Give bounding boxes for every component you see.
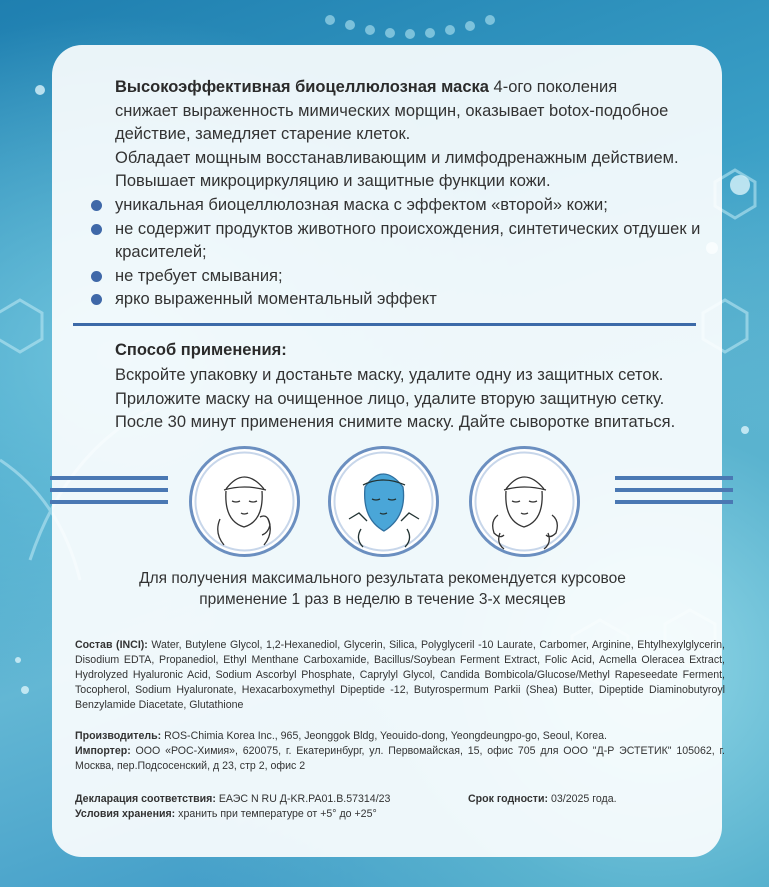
bullet-dot-icon: [91, 271, 102, 282]
list-item: не содержит продуктов животного происхождения, синтетических отдушек и красителей;: [88, 218, 708, 265]
list-item: уникальная биоцеллюлозная маска с эффектом «второй» кожи;: [88, 194, 708, 218]
composition-label: Состав (INCI):: [75, 639, 148, 651]
intro-line: Повышает микроциркуляцию и защитные функции кожи.: [115, 172, 551, 190]
method-text: Вскройте упаковку и достаньте маску, удалите одну из защитных сеток. Приложите маску на очищенное лицо, удалите вторую защитную сетку. После 30 минут применения снимите маску. Дайте сыворотке впитаться.: [115, 366, 676, 431]
list-item: ярко выраженный моментальный эффект: [88, 288, 708, 312]
section-divider: [73, 323, 696, 326]
composition-text: Water, Butylene Glycol, 1,2-Hexanediol, Glycerin, Silica, Polyglyceril -10 Laurate, Carbomer, Arginine, Ehtylhexylglycerin, Disodium EDTA, Propanediol, Ethyl Menthane Carboxamide, Bacillus/Soybean Ferment Extract, Folic Acid, Acmella Oleracea Extract, Hydrolyzed Hyaluronic Acid, Sodium Ascorbyl Phosphate, Caprylyl Glycol, Candida Bombicola/Glucose/Methyl Rapeseedate Ferment, Tocopherol, Sodium Hyaluronate, Hexacarboxymethyl Dipeptide -12, Butyrospermum Parkii (Shea) Butter, Dipeptide Diaminobutyroyl Benzylamide Diacetate, Glutathione: [75, 639, 725, 711]
intro-rest: 4-ого поколения: [493, 78, 618, 96]
benefits-list: [88, 194, 708, 312]
face-towel-icon: [188, 445, 301, 558]
bullet-dot-icon: [91, 200, 102, 211]
storage-conditions: Условия хранения: хранить при температуре от +5° до +25°: [75, 808, 377, 820]
producer-info: Производитель: ROS-Chimia Korea Inc., 965, Jeonggok Bldg, Yeouido-dong, Yeongdeungpo-go, Seoul, Korea. Импортер: ООО «РОС-Химия», 620075, г. Екатеринбург, ул. Первомайская, 15, офис 705 для ООО "Д-Р ЭСТЕТИК" 105062, г. Москва, пер.Подсосенский, д 23, стр 2, офис 2: [75, 730, 725, 772]
intro-line: действие, замедляет старение клеток.: [115, 125, 411, 143]
bullet-dot-icon: [91, 294, 102, 305]
intro-line: Обладает мощным восстанавливающим и лимфодренажным действием.: [115, 148, 679, 167]
right-stripes: [615, 476, 733, 512]
composition: [75, 638, 725, 713]
recommendation: Для получения максимального результата рекомендуется курсовое применение 1 раз в неделю в течение 3-х месяцев: [139, 570, 626, 608]
left-stripes: [50, 476, 168, 512]
method-title: Способ применения:: [115, 341, 287, 359]
intro-line: снижает выраженность мимических морщин, оказывает botox-подобное: [115, 101, 669, 120]
bullet-dot-icon: [91, 224, 102, 235]
face-mask-icon: [327, 445, 440, 558]
shelf-life: Срок годности: 03/2025 года.: [468, 793, 617, 805]
declaration: Декларация соответствия: ЕАЭС N RU Д-KR.PA01.B.57314/23: [75, 793, 391, 805]
intro-bold: Высокоэффективная биоцеллюлозная маска: [115, 78, 489, 96]
list-item: не требует смывания;: [88, 265, 708, 289]
intro-paragraph: [115, 76, 715, 194]
face-towel-icon: [468, 445, 581, 558]
